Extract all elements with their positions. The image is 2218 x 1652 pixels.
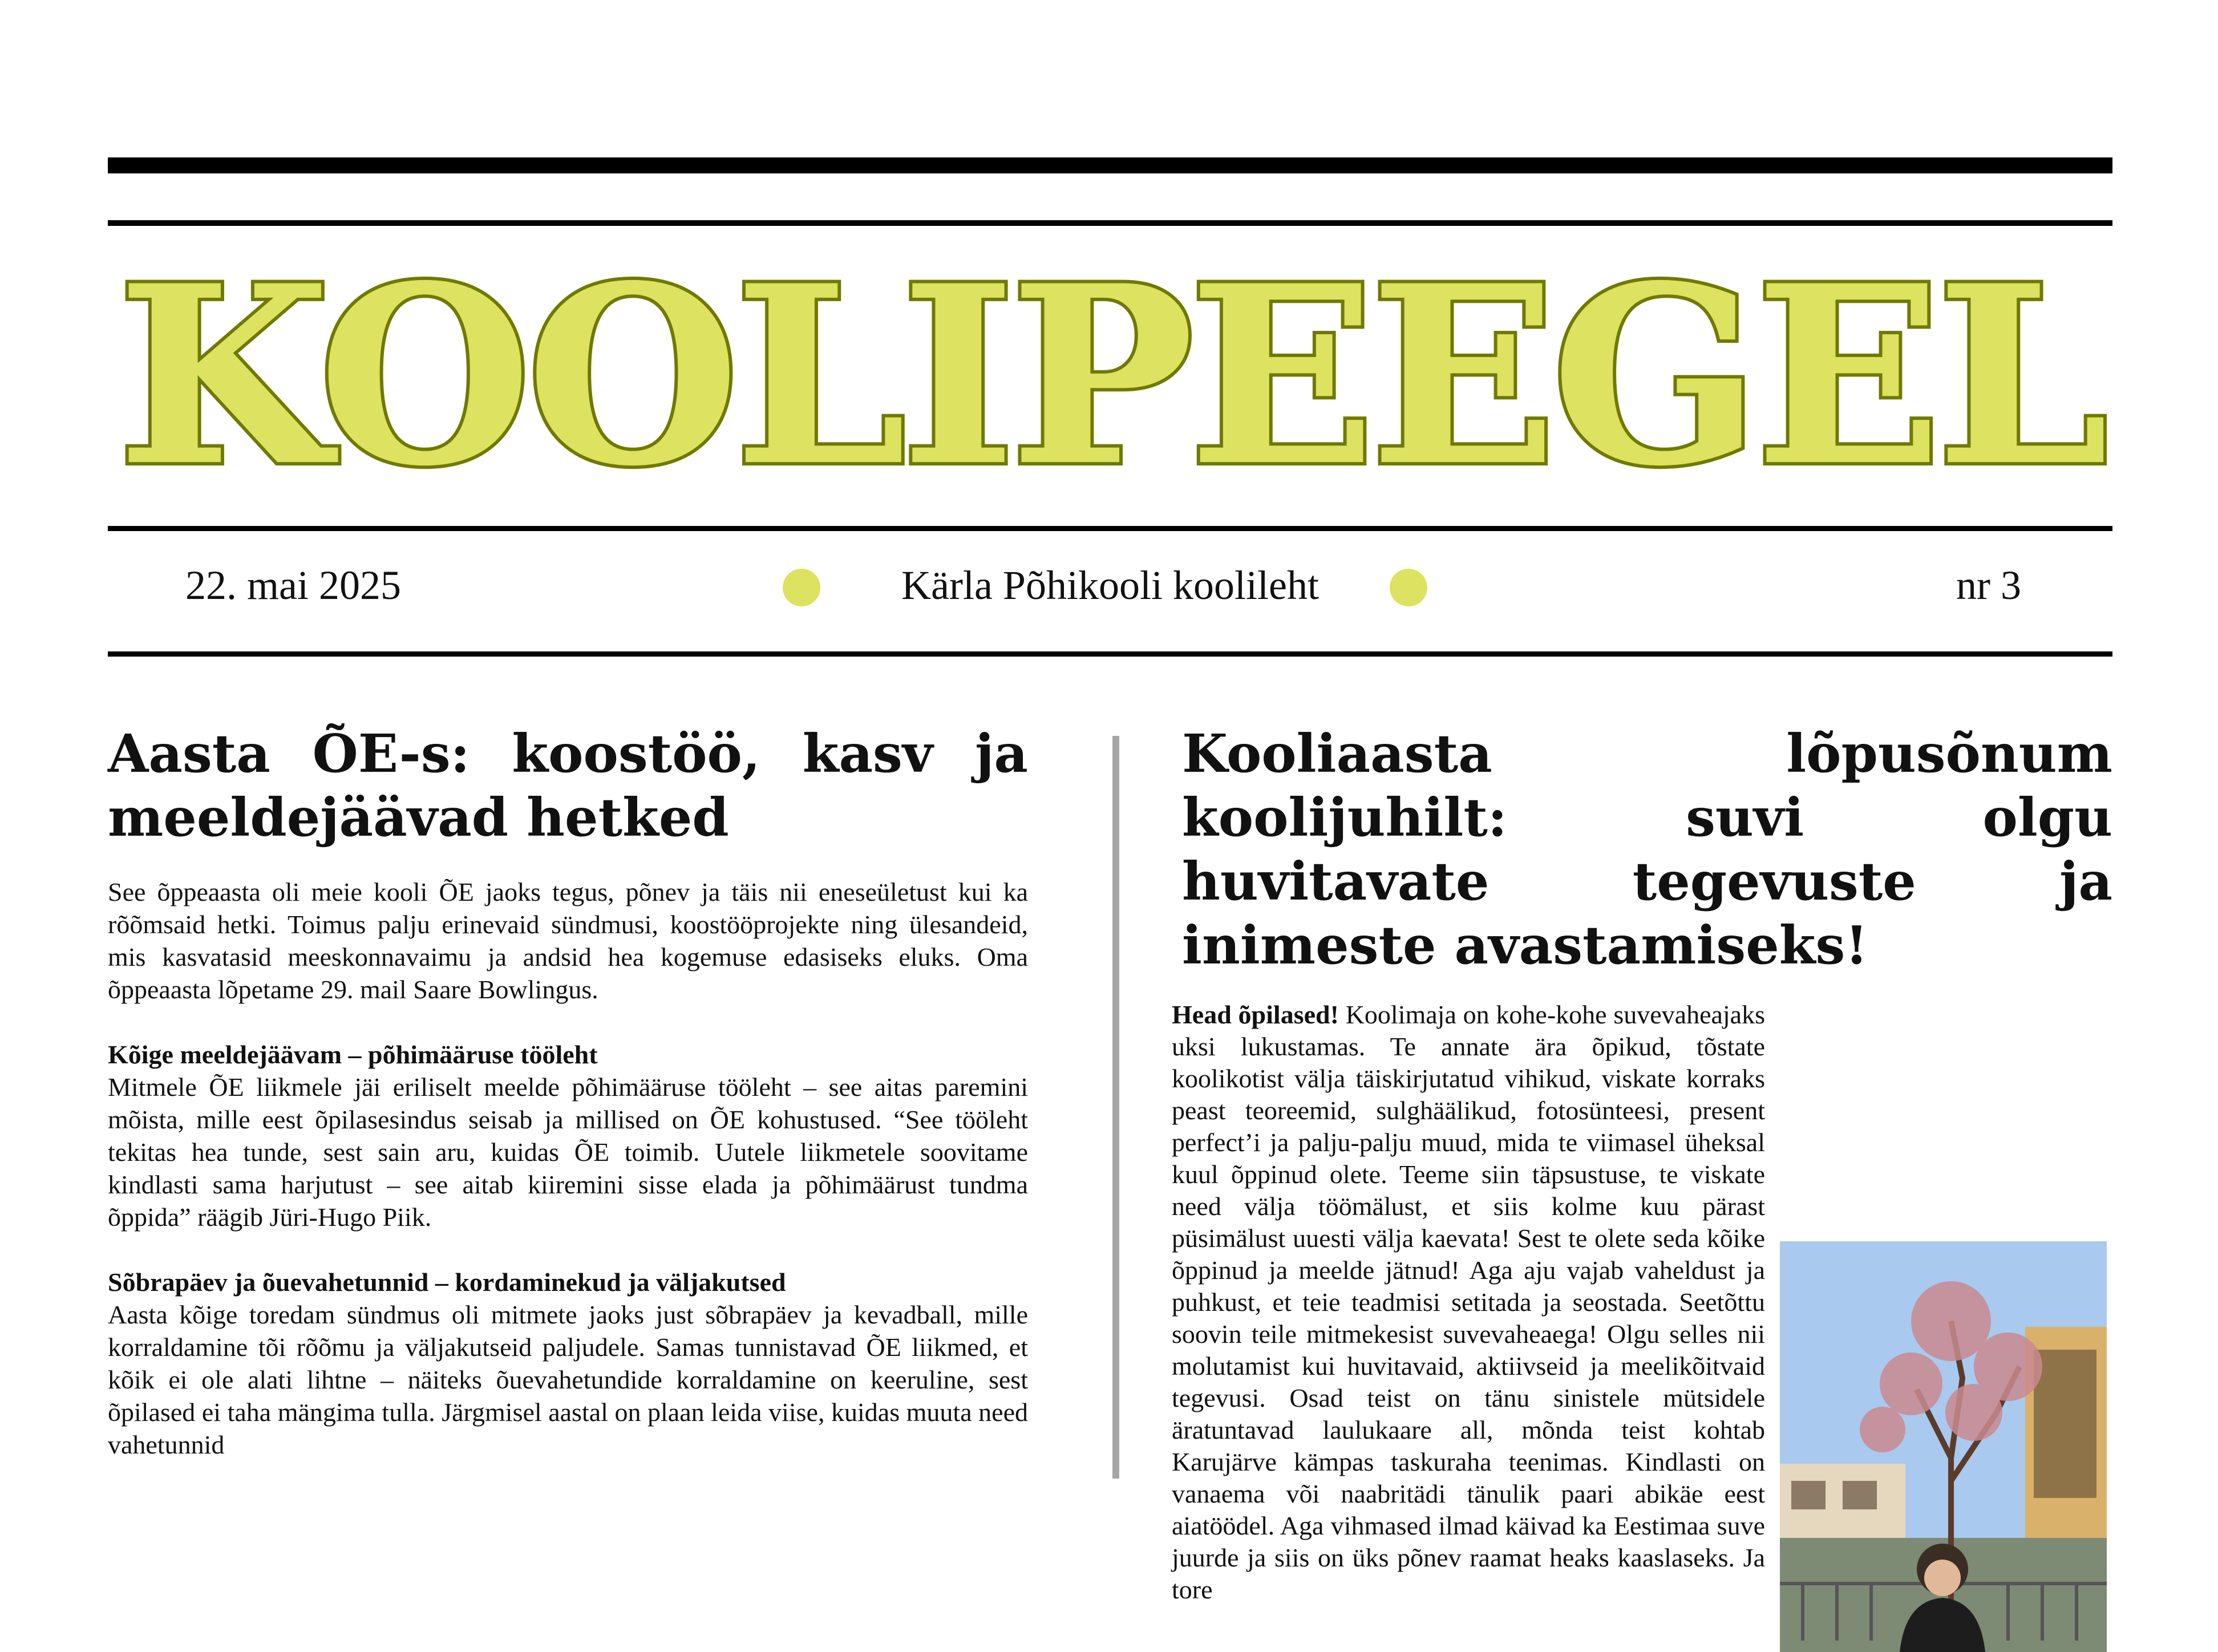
principal-photo: [1780, 1241, 2107, 1652]
school-name: Kärla Põhikooli koolileht: [901, 562, 1319, 608]
info-bar-bottom-rule: [108, 651, 2112, 657]
column-divider: [1112, 736, 1119, 1479]
left-section2-text: Aasta kõige toredam sündmus oli mitmete jaoks just sõbrapäev ja kevadball, mille korraldamine tõi rõõmu ja väljakutseid paljudele. Samas tunnistavad ÕE liikmed, et kõik ei ole alati lihtne – näiteks õuevahetundide korraldamine on keeruline, sest õpilased ei taha mängima tulla. Järgmisel aastal on plaan leida viise, kuidas muuta need vahetunnid: [108, 1300, 1028, 1459]
left-article: [108, 722, 1028, 1461]
top-rule-thin: [108, 220, 2112, 226]
issue-date: 22. mai 2025: [185, 562, 401, 608]
right-article-greeting: Head õpilased!: [1172, 1000, 1339, 1029]
left-section2-title: Sõbrapäev ja õuevahetunnid – kordaminekud ja väljakutsed: [108, 1268, 786, 1297]
left-section1-title: Kõige meeldejäävam – põhimääruse tööleht: [108, 1040, 598, 1069]
right-article-body: [1172, 999, 2107, 1606]
top-rule-thick: [108, 157, 2112, 173]
left-article-intro: See õppeaasta oli meie kooli ÕE jaoks tegus, põnev ja täis nii eneseületust kui ka rõõmsaid hetki. Toimus palju erinevaid sündmusi, koostööprojekte ning ülesandeid, mis kasvatasid meeskonnavaimu ja andsid hea kogemuse edasiseks eluks. Oma õppeaasta lõpetame 29. mail Saare Bowlingus.: [108, 877, 1028, 1004]
issue-number: nr 3: [1956, 562, 2021, 608]
right-article: [1172, 722, 2112, 1652]
right-article-headline: Kooliaasta lõpusõnum koolijuhilt: suvi olgu huvitavate tegevuste ja inimeste avastamiseks!: [1182, 723, 2112, 976]
left-section1-text: Mitmele ÕE liikmele jäi eriliselt meelde põhimääruse tööleht – see aitas paremini mõista, mille eest õpilasesindus seisab ja millised on ÕE kohustused. “See tööleht tekitas hea tunde, sest sain aru, kuidas ÕE toimib. Uutele liikmetele soovitame kindlasti sama harjutust – see aitab kiiremini sisse elada ja põhimäärust tundma õppida” räägib Jüri-Hugo Piik.: [108, 1072, 1028, 1232]
info-bar: [108, 556, 2112, 619]
right-article-text: Koolimaja on kohe-kohe suvevaheajaks uksi lukustamas. Te annate ära õpikud, tõstate koolikotist välja täiskirjutatud vihikud, viskate korraks peast teoreemid, sulghäälikud, fotosünteesi, present perfect’i ja palju-palju muud, mida te viimasel üheksal kuul õppinud olete. Teeme siin täpsustuse, te viskate need välja töömälust, et siis kolme kuu pärast püsimälust uuesti välja kaevata! Sest te olete seda kõike õppinud ja meelde jätnud! Aga aju vajab vaheldust ja puhkust, et teie teadmisi setitada ja seostada. Seetõttu soovin teile mitmekesist suvevaheaega! Olgu selles nii molutamist kui huvitavaid, aktiivseid ja meelikõitvaid tegevusi. Osad teist on tänu sinistele mütsidele äratuntavad laulukaare all, mõnda teist kohtab Karujärve kämpas taskuraha teenimas. Kindlasti on vanaema või naabritädi tänulik paari abikäe eest aiatöödel. Aga vihmased ilmad käivad ka Eestimaa suve juurde ja siis on üks põnev raamat heaks kaaslaseks. Ja tore: [1172, 1000, 1766, 1604]
masthead-title: KOOLIPEEGEL: [117, 232, 2103, 520]
bullet-dot-right: [1390, 569, 1427, 606]
masthead-bottom-rule: [108, 526, 2112, 531]
left-article-headline: Aasta ÕE-s: koostöö, kasv ja meeldejäävad hetked: [108, 723, 1028, 848]
